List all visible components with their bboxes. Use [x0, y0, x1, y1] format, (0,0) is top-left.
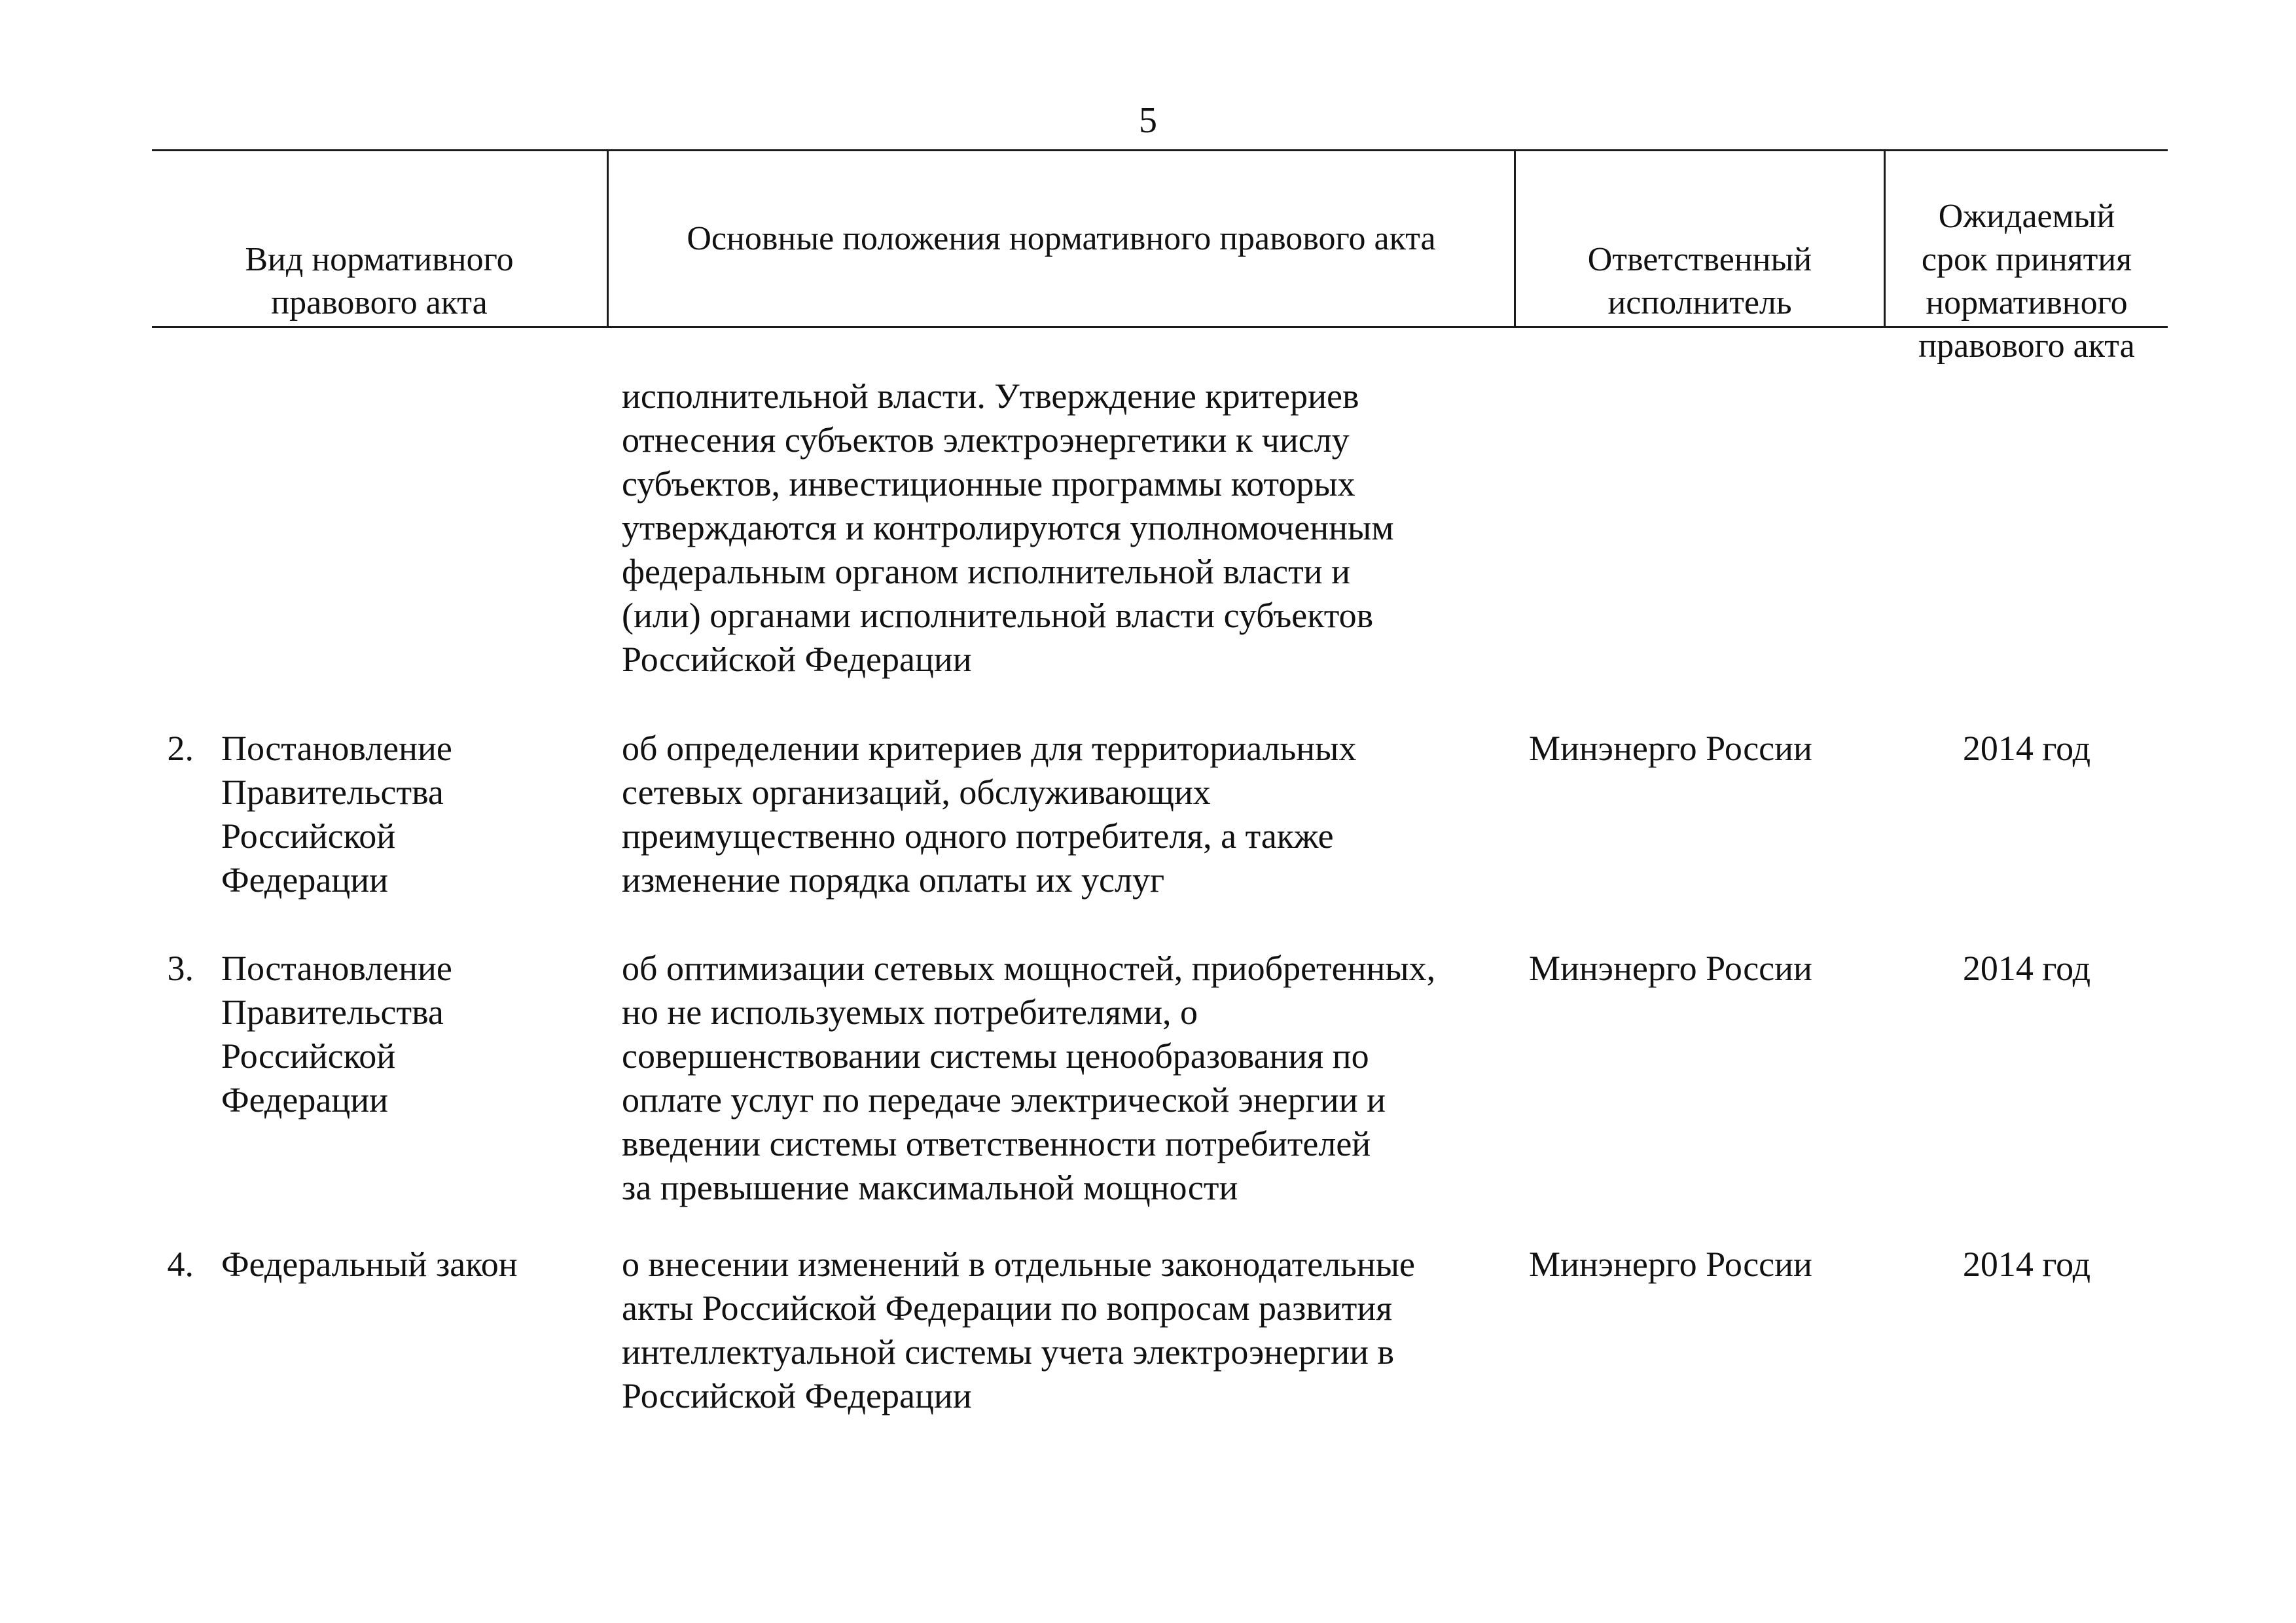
row-act-type: Федеральный закон: [221, 1245, 518, 1284]
header-col-type-label: Вид нормативного правового акта: [245, 241, 514, 321]
row-term: 2014 год: [1962, 729, 2091, 768]
header-col-responsible: [1516, 195, 1884, 325]
header-col-type: [152, 195, 607, 325]
header-col-term: [1886, 152, 2168, 368]
row-act-type: Постановление Правительства Российской Федерации: [221, 729, 452, 900]
row-number: 4.: [167, 1245, 194, 1284]
header-top-border: [152, 149, 2168, 151]
row-act-type: Постановление Правительства Российской Федерации: [221, 949, 452, 1120]
row-term: 2014 год: [1962, 1245, 2091, 1284]
header-col-content: [609, 217, 1514, 261]
row-responsible: Минэнерго России: [1529, 1245, 1812, 1284]
row-content: об определении критериев для территориальных сетевых организаций, обслуживающих преимущественно одного потребителя, а также изменение порядка оплаты их услуг: [622, 729, 1357, 900]
header-col-content-label: Основные положения нормативного правового акта: [687, 220, 1436, 257]
row-number: 2.: [167, 729, 194, 768]
header-bottom-border: [152, 326, 2168, 328]
row-responsible: Минэнерго России: [1529, 949, 1812, 988]
header-col-responsible-label: Ответственный исполнитель: [1587, 241, 1812, 321]
page-number: 5: [1139, 100, 1157, 141]
row-responsible: Минэнерго России: [1529, 729, 1812, 768]
row-content: об оптимизации сетевых мощностей, приобретенных, но не используемых потребителями, о совершенствовании системы ценообразования по оплате услуг по передаче электрической энергии и введении системы ответственности потребителей за превышение максимальной мощности: [622, 949, 1436, 1207]
row-number: 3.: [167, 949, 194, 988]
continuation-content: исполнительной власти. Утверждение критериев отнесения субъектов электроэнергетики к числу субъектов, инвестиционные программы которых утверждаются и контролируются уполномоченным федеральным органом исполнительной власти и (или) органами исполнительной власти субъектов Российской Федерации: [622, 376, 1394, 679]
row-term: 2014 год: [1962, 949, 2091, 988]
row-content: о внесении изменений в отдельные законодательные акты Российской Федерации по вопросам развития интеллектуальной системы учета электроэнергии в Российской Федерации: [622, 1245, 1415, 1415]
header-col-term-label: Ожидаемый срок принятия нормативного правового акта: [1918, 198, 2135, 365]
